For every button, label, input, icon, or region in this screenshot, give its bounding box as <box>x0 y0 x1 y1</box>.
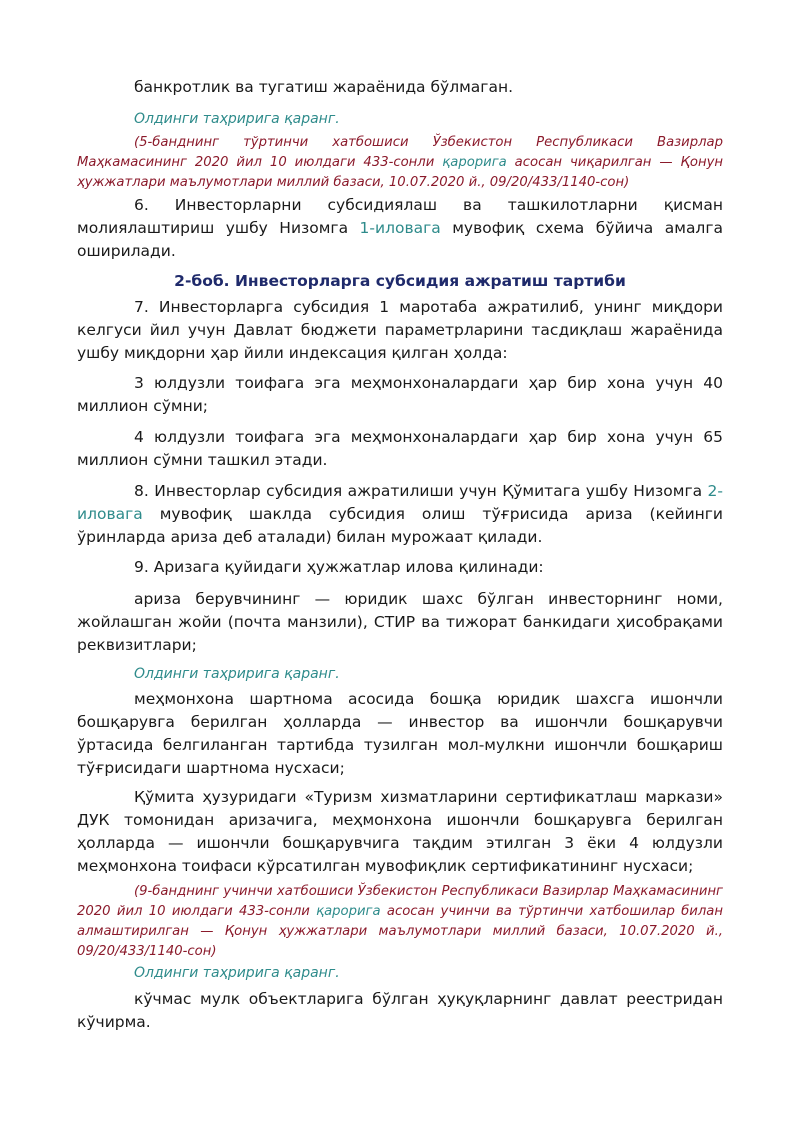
previous-edition-link[interactable] <box>77 963 723 983</box>
note-text: асосан чиқарилган — Қонун ҳужжатлари маълумотлари миллий базаси, 10.07.2020 й., 09/20/433/1140-сон) <box>77 155 724 190</box>
note-text: (5-банднинг тўртинчи хатбошиси Ўзбекистон Республикаси Вазирлар Маҳкамасининг 2020 йил 10 июлдаги 433-сонли <box>77 135 723 170</box>
paragraph-7 <box>77 296 723 365</box>
annex-2-link[interactable]: 2-иловага <box>77 482 723 523</box>
paragraph-text: 8. Инвесторлар субсидия ажратилиши учун Қўмитага ушбу Низомга <box>134 482 708 500</box>
resolution-link[interactable]: қарорига <box>316 904 381 919</box>
paragraph-8 <box>77 480 723 549</box>
paragraph-text: 6. Инвесторларни субсидиялаш ва ташкилотларни қисман молиялаштириш ушбу Низомга <box>77 196 723 237</box>
amendment-note-9 <box>77 882 723 962</box>
previous-edition-label[interactable]: Олдинги таҳририга қаранг. <box>134 965 340 981</box>
paragraph-text: 3 юлдузли тоифага эга меҳмонхоналардаги ҳар бир хона учун 40 миллион сўмни; <box>77 374 723 415</box>
chapter-title: 2-боб. Инвесторларга субсидия ажратиш тартиби <box>174 272 626 290</box>
note-text: (9-банднинг учинчи хатбошиси Ўзбекистон Республикаси Вазирлар Маҳкамасининг 2020 йил 10 июлдаги 433-сонли <box>77 884 723 919</box>
paragraph-text: Қўмита ҳузуридаги «Туризм хизматларини сертификатлаш маркази» ДУК томонидан аризачига, меҳмонхона ишончли бошқарувга берилган ҳолларда — ишончли бошқарувчига тақдим этилган 3 ёки 4 юлдузли меҳмонхона тоифаси кўрсатилган мувофиқлик сертификатининг нусхаси; <box>77 788 723 875</box>
chapter-2-heading <box>77 270 723 293</box>
previous-edition-link[interactable] <box>77 109 723 129</box>
previous-edition-label[interactable]: Олдинги таҳририга қаранг. <box>134 666 340 682</box>
note-text: асосан учинчи ва тўртинчи хатбошилар билан алмаштирилган — Қонун ҳужжатлари маълумотлари миллий базаси, 10.07.2020 й., 09/20/433/1140-сон) <box>77 904 723 959</box>
paragraph-text: 4 юлдузли тоифага эга меҳмонхоналардаги ҳар бир хона учун 65 миллион сўмни ташкил этади. <box>77 428 723 469</box>
paragraph-7-item-3star <box>77 372 723 418</box>
paragraph-text: меҳмонхона шартнома асосида бошқа юридик шахсга ишончли бошқарувга берилган ҳолларда — инвестор ва ишончли бошқарувчи ўртасида белгиланган тартибда тузилган мол-мулкни ишончли бошқариш тўғрисидаги шартнома нусхаси; <box>77 690 723 777</box>
paragraph-text: ариза берувчининг — юридик шахс бўлган инвесторнинг номи, жойлашган жойи (почта манзили), СТИР ва тижорат банкидаги ҳисобрақами реквизитлари; <box>77 590 723 654</box>
paragraph-9-item-registry-extract <box>77 988 723 1034</box>
paragraph-5-end <box>77 76 723 99</box>
annex-1-link[interactable]: 1-иловага <box>359 219 441 237</box>
paragraph-7-item-4star <box>77 426 723 472</box>
amendment-note-5 <box>77 133 723 193</box>
paragraph-text: кўчмас мулк объектларига бўлган ҳуқуқларнинг давлат реестридан кўчирма. <box>77 990 723 1031</box>
resolution-link[interactable]: қарорига <box>442 155 507 170</box>
paragraph-9 <box>77 556 723 579</box>
previous-edition-link[interactable] <box>77 664 723 684</box>
previous-edition-label[interactable]: Олдинги таҳририга қаранг. <box>134 111 340 127</box>
paragraph-9-item-certificate <box>77 786 723 878</box>
paragraph-9-item-applicant <box>77 588 723 657</box>
paragraph-9-item-trust-agreement <box>77 688 723 780</box>
paragraph-text: мувофиқ шаклда субсидия олиш тўғрисида ариза (кейинги ўринларда ариза деб аталади) билан мурожаат қилади. <box>77 505 723 546</box>
paragraph-text: 9. Аризага қуйидаги ҳужжатлар илова қилинади: <box>134 558 544 576</box>
paragraph-text: мувофиқ схема бўйича амалга оширилади. <box>77 219 723 260</box>
paragraph-text: 7. Инвесторларга субсидия 1 маротаба ажратилиб, унинг миқдори келгуси йил учун Давлат бюджети параметрларини тасдиқлаш жараёнида ушбу миқдорни ҳар йили индексация қилган ҳолда: <box>77 298 723 362</box>
paragraph-text: банкротлик ва тугатиш жараёнида бўлмаган. <box>134 78 514 96</box>
paragraph-6 <box>77 194 723 263</box>
